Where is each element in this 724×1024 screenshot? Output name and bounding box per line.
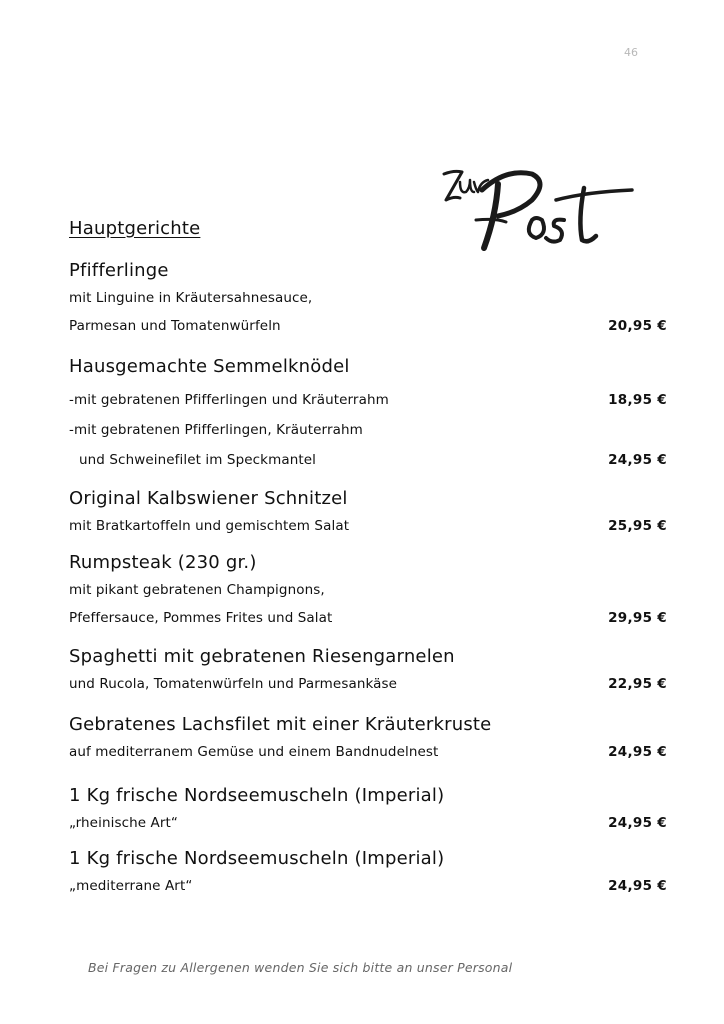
- zur-post-logo-icon: [436, 160, 636, 260]
- dish-description: [69, 738, 667, 766]
- menu-item-rumpsteak: [69, 550, 667, 632]
- menu-item-lachsfilet: [69, 712, 667, 766]
- price: 24,95 €: [608, 878, 667, 894]
- allergen-notice: Bei Fragen zu Allergenen wenden Sie sich bitte an unser Personal: [88, 960, 513, 975]
- description-text: und Schweinefilet im Speckmantel: [79, 452, 317, 468]
- price: 24,95 €: [608, 815, 667, 831]
- description-text: auf mediterranem Gemüse und einem Bandnudelnest: [69, 744, 439, 760]
- menu-item-pfifferlinge: [69, 258, 667, 340]
- dish-description: [69, 416, 667, 444]
- description-text: „mediterrane Art“: [69, 878, 193, 894]
- dish-description: [69, 446, 667, 474]
- price: 22,95 €: [608, 676, 667, 692]
- dish-name: Hausgemachte Semmelknödel: [69, 356, 350, 377]
- dish-name: Gebratenes Lachsfilet mit einer Kräuterkruste: [69, 714, 492, 735]
- description-text: mit pikant gebratenen Champignons,: [69, 582, 325, 598]
- price: 18,95 €: [608, 392, 667, 408]
- menu-item-kalbswiener-schnitzel: [69, 486, 667, 540]
- dish-description: [69, 284, 667, 312]
- menu-item-semmelknoedel: [69, 354, 667, 474]
- dish-description: [69, 809, 667, 837]
- page-number: 46: [624, 46, 638, 59]
- dish-description: [69, 604, 667, 632]
- section-title: Hauptgerichte: [69, 218, 201, 239]
- zur-post-logo: [436, 160, 636, 260]
- dish-description: [69, 386, 667, 414]
- description-text: mit Bratkartoffeln und gemischtem Salat: [69, 518, 350, 534]
- dish-name: Rumpsteak (230 gr.): [69, 552, 257, 573]
- dish-description: [69, 512, 667, 540]
- menu-item-spaghetti: [69, 644, 667, 698]
- price: 20,95 €: [608, 318, 667, 334]
- dish-description: [69, 576, 667, 604]
- dish-description: [69, 872, 667, 900]
- dish-description: [69, 670, 667, 698]
- description-text: -mit gebratenen Pfifferlingen, Kräuterrahm: [69, 422, 363, 438]
- description-text: Pfeffersauce, Pommes Frites und Salat: [69, 610, 333, 626]
- price: 25,95 €: [608, 518, 667, 534]
- dish-description: [69, 312, 667, 340]
- dish-name: 1 Kg frische Nordseemuscheln (Imperial): [69, 785, 445, 806]
- menu-item-muscheln-rheinisch: [69, 783, 667, 837]
- description-text: „rheinische Art“: [69, 815, 179, 831]
- price: 29,95 €: [608, 610, 667, 626]
- price: 24,95 €: [608, 744, 667, 760]
- dish-name: Original Kalbswiener Schnitzel: [69, 488, 348, 509]
- description-text: Parmesan und Tomatenwürfeln: [69, 318, 281, 334]
- description-text: -mit gebratenen Pfifferlingen und Kräuterrahm: [69, 392, 389, 408]
- dish-name: Spaghetti mit gebratenen Riesengarnelen: [69, 646, 455, 667]
- dish-name: 1 Kg frische Nordseemuscheln (Imperial): [69, 848, 445, 869]
- menu-item-muscheln-mediterran: [69, 846, 667, 900]
- description-text: und Rucola, Tomatenwürfeln und Parmesankäse: [69, 676, 398, 692]
- price: 24,95 €: [608, 452, 667, 468]
- dish-name: Pfifferlinge: [69, 260, 169, 281]
- description-text: mit Linguine in Kräutersahnesauce,: [69, 290, 313, 306]
